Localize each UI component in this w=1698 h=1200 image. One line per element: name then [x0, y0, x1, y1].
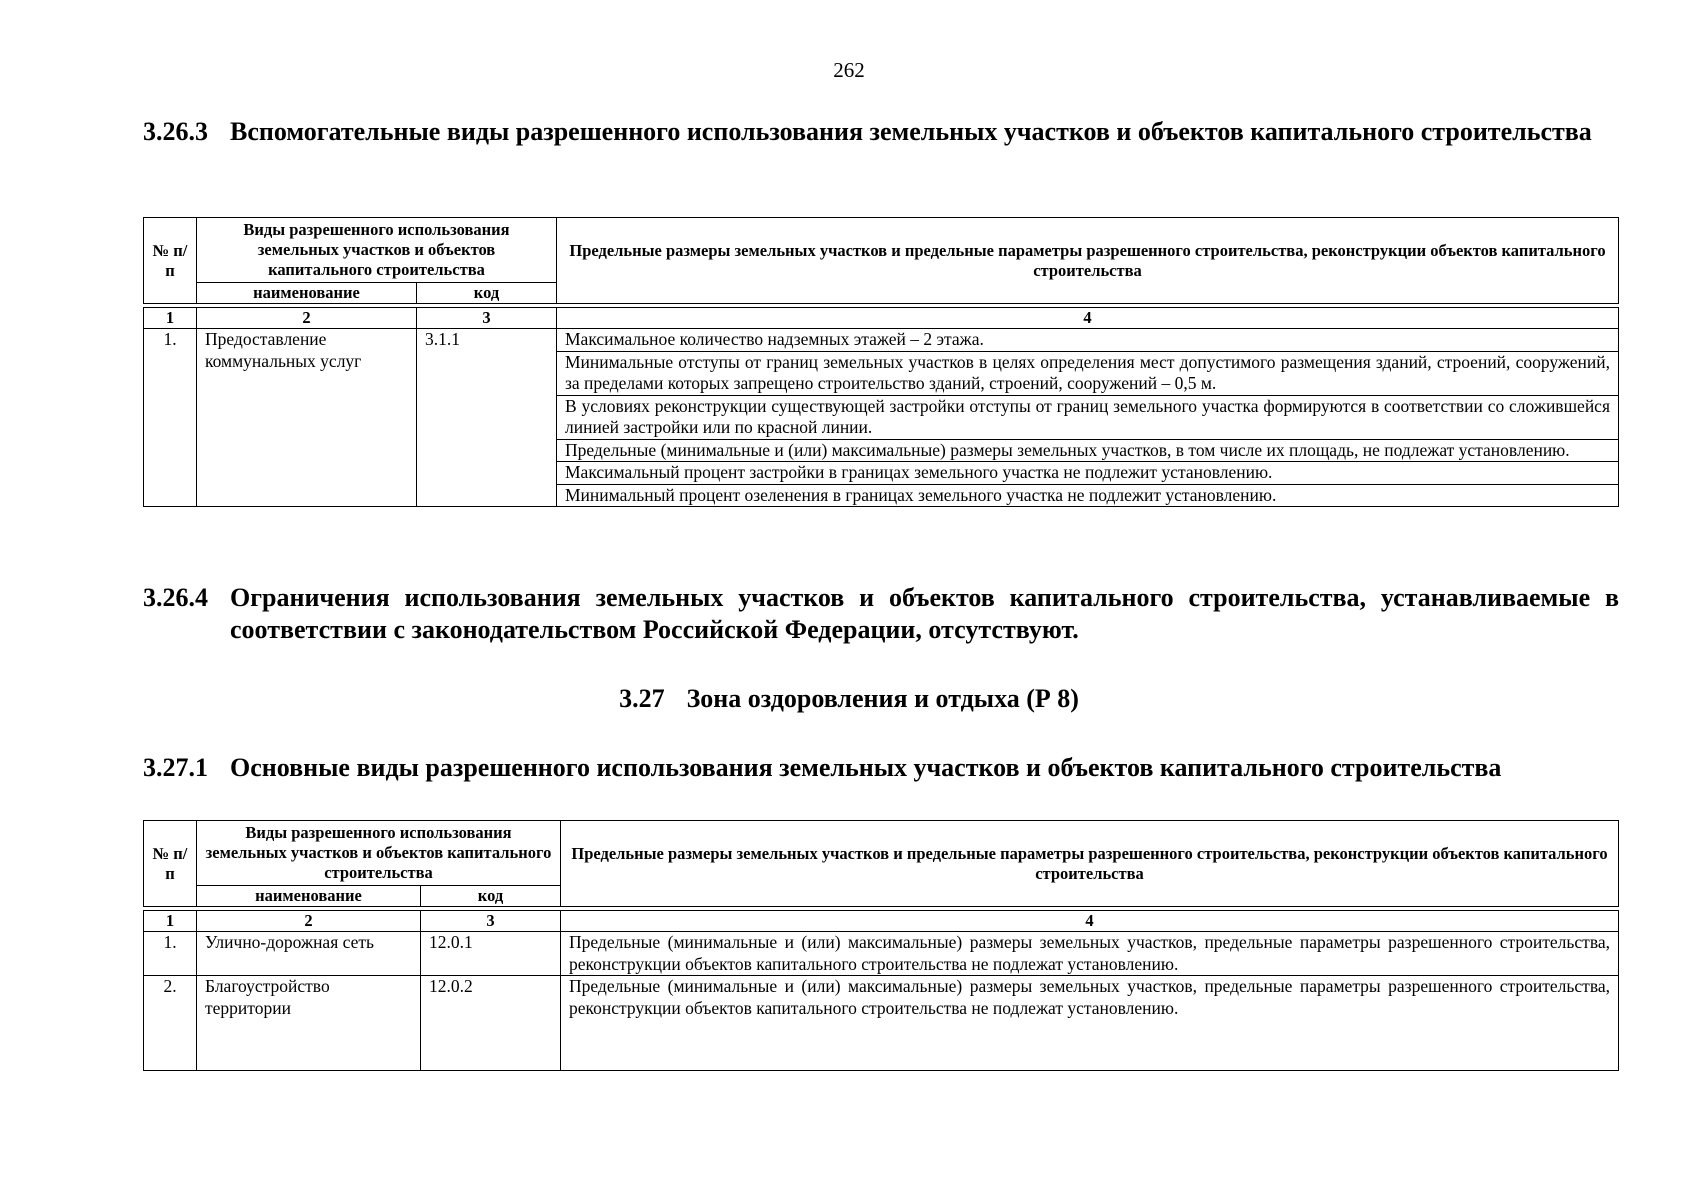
header-code: код: [417, 283, 557, 304]
row-number: 1.: [144, 329, 197, 507]
row-code: 12.0.2: [421, 976, 561, 1071]
row-param: Минимальные отступы от границ земельных участков в целях определения мест допустимого размещения зданий, строений, сооружений, за пределами которых запрещено строительство зданий, строений, сооружений – 0,5 м.: [557, 351, 1619, 395]
row-name: Благоустройство территории: [197, 976, 421, 1071]
section-number: 3.26.3: [143, 117, 208, 146]
header-number: № п/п: [144, 821, 197, 907]
row-param: Предельные (минимальные и (или) максимальные) размеры земельных участков, в том числе их площадь, не подлежат установлению.: [557, 439, 1619, 462]
section-heading-3-26-3: [143, 116, 1619, 148]
table-row: [144, 932, 1619, 976]
row-param: В условиях реконструкции существующей застройки отступы от границ земельного участка формируются в соответствии со сложившейся линией застройки или по красной линии.: [557, 395, 1619, 439]
table-row: [144, 329, 1619, 352]
section-heading-3-27-1: [143, 752, 1619, 784]
row-code: 12.0.1: [421, 932, 561, 976]
section-number: 3.27: [619, 684, 665, 713]
column-number-row: [144, 911, 1619, 932]
section-title: Зона оздоровления и отдыха (Р 8): [686, 684, 1079, 713]
row-param: Максимальный процент застройки в границах земельного участка не подлежит установлению.: [557, 462, 1619, 485]
row-number: 1.: [144, 932, 197, 976]
row-name: Предоставление коммунальных услуг: [197, 329, 417, 507]
section-heading-3-26-4: [143, 582, 1619, 646]
column-number: 4: [557, 308, 1619, 329]
header-types: Виды разрешенного использования земельных участков и объектов капитального строительства: [197, 821, 561, 886]
row-param: Минимальный процент озеленения в границах земельного участка не подлежит установлению.: [557, 484, 1619, 507]
header-name: наименование: [197, 283, 417, 304]
section-heading-3-27: [0, 684, 1698, 714]
row-param: Предельные (минимальные и (или) максимальные) размеры земельных участков, предельные параметры разрешенного строительства, реконструкции объектов капитального строительства не подлежат установлению.: [561, 932, 1619, 976]
row-code: 3.1.1: [417, 329, 557, 507]
column-number: 3: [421, 911, 561, 932]
row-name: Улично-дорожная сеть: [197, 932, 421, 976]
column-number: 1: [144, 911, 197, 932]
header-limits: Предельные размеры земельных участков и предельные параметры разрешенного строительства, реконструкции объектов капитального строительства: [561, 821, 1619, 907]
page-number: 262: [833, 58, 865, 82]
section-title: Вспомогательные виды разрешенного использования земельных участков и объектов капитального строительства: [230, 117, 1592, 146]
section-number: 3.26.4: [143, 583, 208, 612]
section-title: Ограничения использования земельных участков и объектов капитального строительства, устанавливаемые в соответствии с законодательством Российской Федерации, отсутствуют.: [230, 583, 1619, 644]
column-number: 1: [144, 308, 197, 329]
column-number: 2: [197, 911, 421, 932]
permitted-use-table-main: [143, 820, 1619, 1071]
header-code: код: [421, 886, 561, 907]
row-param: Максимальное количество надземных этажей – 2 этажа.: [557, 329, 1619, 352]
header-types: Виды разрешенного использования земельных участков и объектов капитального строительства: [197, 218, 557, 283]
column-number: 4: [561, 911, 1619, 932]
header-number: № п/п: [144, 218, 197, 304]
permitted-use-table-auxiliary: [143, 217, 1619, 507]
header-limits: Предельные размеры земельных участков и предельные параметры разрешенного строительства, реконструкции объектов капитального строительства: [557, 218, 1619, 304]
row-number: 2.: [144, 976, 197, 1071]
row-param: Предельные (минимальные и (или) максимальные) размеры земельных участков, предельные параметры разрешенного строительства, реконструкции объектов капитального строительства не подлежат установлению.: [561, 976, 1619, 1071]
column-number: 3: [417, 308, 557, 329]
header-name: наименование: [197, 886, 421, 907]
section-number: 3.27.1: [143, 753, 208, 782]
column-number-row: [144, 308, 1619, 329]
section-title: Основные виды разрешенного использования земельных участков и объектов капитального строительства: [230, 753, 1502, 782]
column-number: 2: [197, 308, 417, 329]
table-row: [144, 976, 1619, 1071]
